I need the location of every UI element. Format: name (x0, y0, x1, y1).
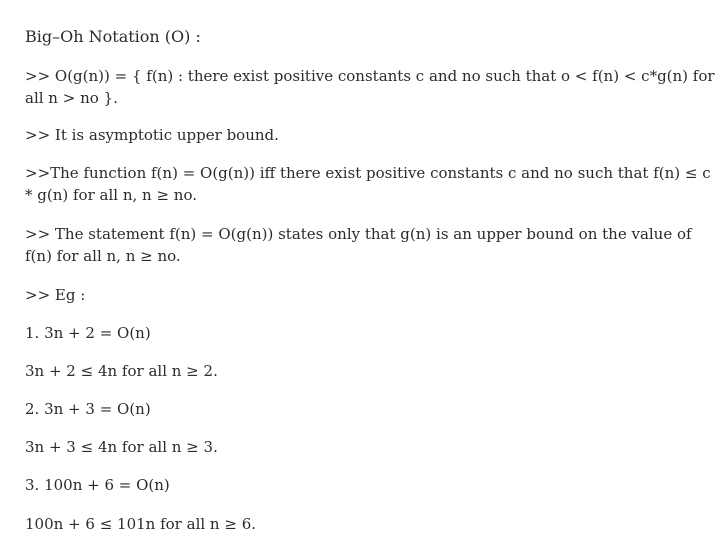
example-title: 2. 3n + 3 = O(n) (25, 400, 151, 418)
examples-heading: >> Eg : (25, 286, 86, 304)
function-line-1: >>The function f(n) = O(g(n)) iff there exist positive constants c and no such that f(n) ≤ c (25, 164, 711, 182)
example-title: 1. 3n + 2 = O(n) (25, 324, 151, 342)
function-line-2: * g(n) for all n, n ≥ no. (25, 186, 197, 204)
document-title: Big–Oh Notation (O) : (25, 27, 201, 46)
definition-line-2: all n > no }. (25, 89, 118, 107)
example-solution: 3n + 3 ≤ 4n for all n ≥ 3. (25, 438, 218, 456)
statement-line-1: >> The statement f(n) = O(g(n)) states only that g(n) is an upper bound on the value of (25, 225, 692, 243)
example-solution: 100n + 6 ≤ 101n for all n ≥ 6. (25, 515, 257, 533)
example-solution: 3n + 2 ≤ 4n for all n ≥ 2. (25, 362, 218, 380)
statement-line-2: f(n) for all n, n ≥ no. (25, 247, 181, 265)
definition-line-1: >> O(g(n)) = { f(n) : there exist positive constants c and no such that o < f(n) < c*g(n) for (25, 67, 715, 85)
example-title: 3. 100n + 6 = O(n) (25, 476, 170, 494)
upper-bound-statement: >> It is asymptotic upper bound. (25, 126, 279, 144)
